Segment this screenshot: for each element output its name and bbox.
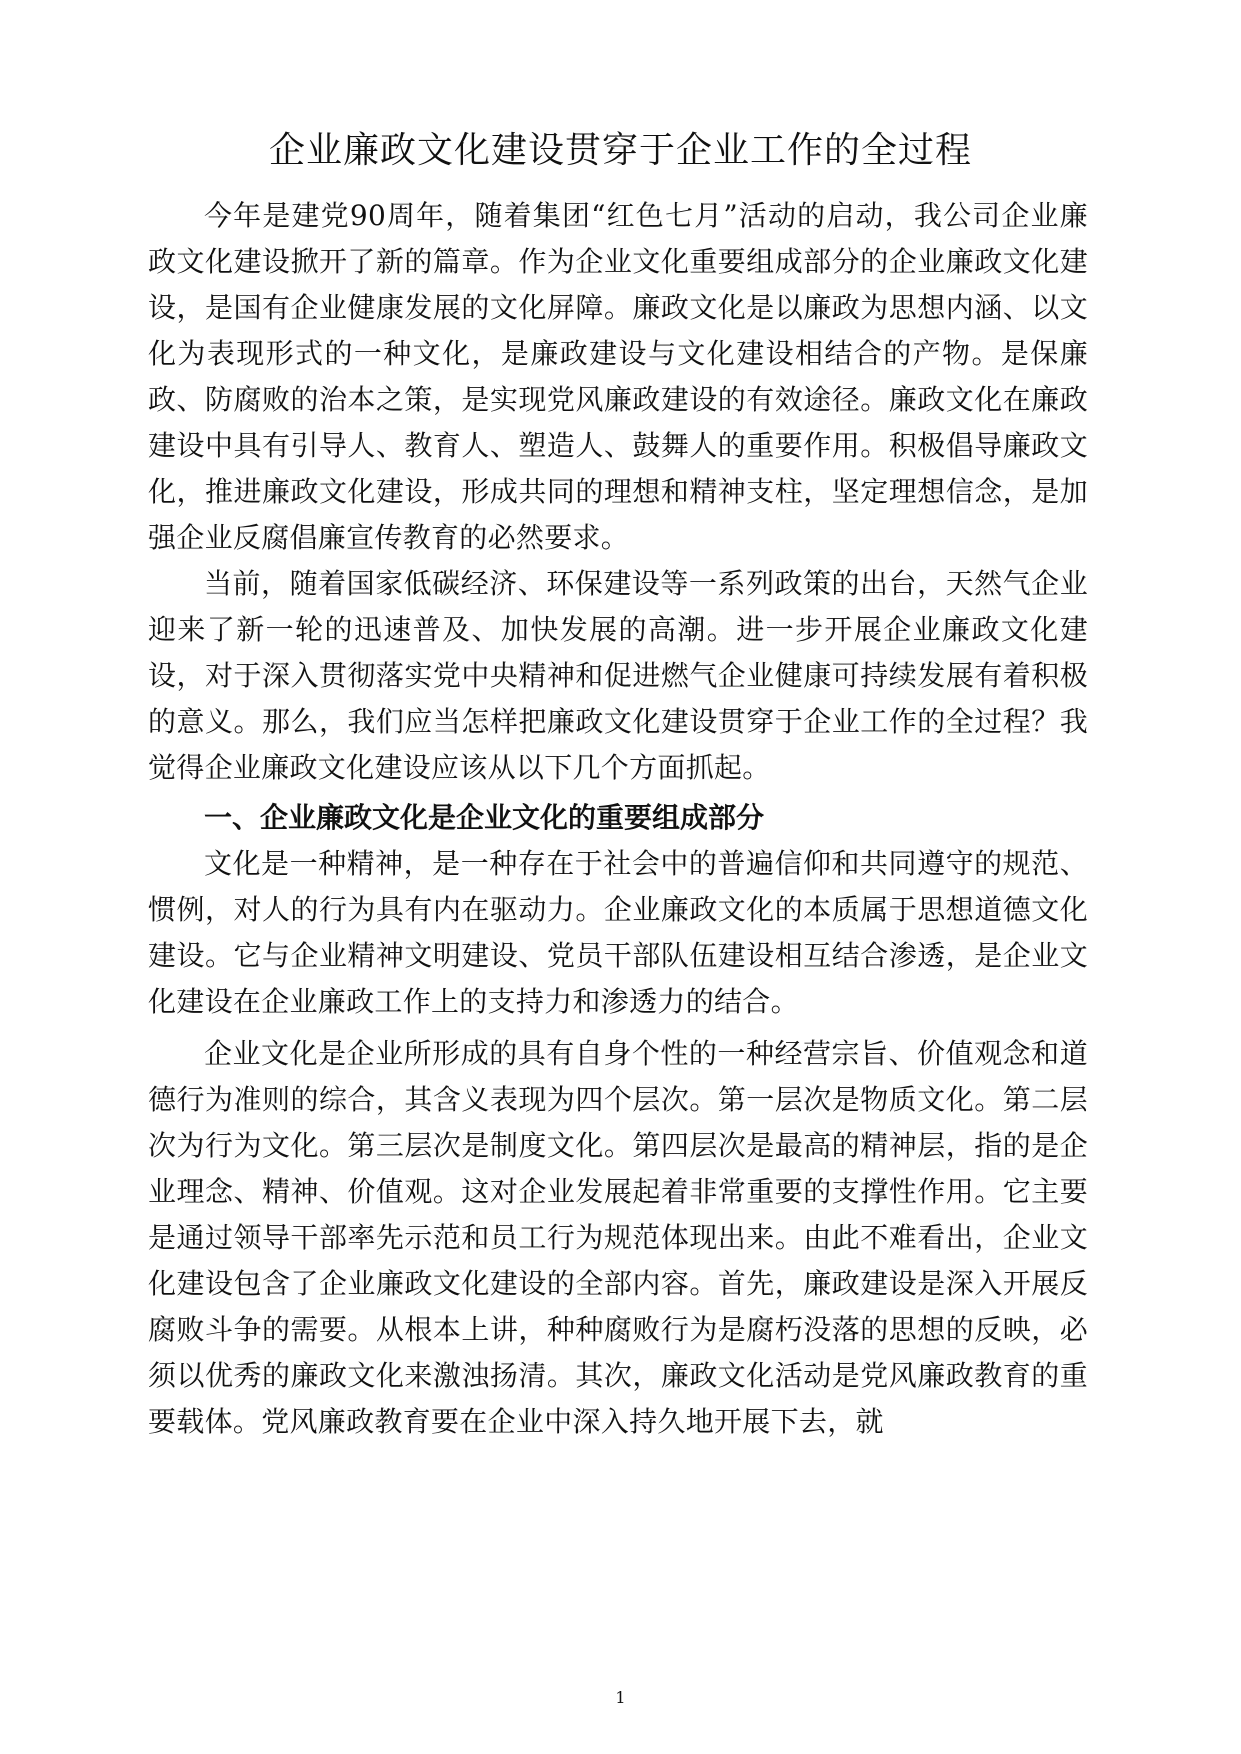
paragraph-enterprise-culture: 企业文化是企业所形成的具有自身个性的一种经营宗旨、价值观念和道德行为准则的综合，其含义表现为四个层次。第一层次是物质文化。第二层次为行为文化。第三层次是制度文化。第四层次是最高的精神层，指的是企业理念、精神、价值观。这对企业发展起着非常重要的支撑性作用。它主要是通过领导干部率先示范和员工行为规范体现出来。由此不难看出，企业文化建设包含了企业廉政文化建设的全部内容。首先，廉政建设是深入开展反腐败斗争的需要。从根本上讲，种种腐败行为是腐朽没落的思想的反映，必须以优秀的廉政文化来激浊扬清。其次，廉政文化活动是党风廉政教育的重要载体。党风廉政教育要在企业中深入持久地开展下去，就	[148, 1037, 1088, 1438]
page-number: 1	[615, 1688, 626, 1707]
paragraph-culture-definition: 文化是一种精神，是一种存在于社会中的普遍信仰和共同遵守的规范、惯例，对人的行为具有内在驱动力。企业廉政文化的本质属于思想道德文化建设。它与企业精神文明建设、党员干部队伍建设相互结合渗透，是企业文化建设在企业廉政工作上的支持力和渗透力的结合。	[148, 847, 1088, 1018]
document-body	[148, 193, 1088, 1445]
section-heading-1: 一、企业廉政文化是企业文化的重要组成部分	[204, 801, 765, 834]
paragraph-intro: 今年是建党90周年，随着集团“红色七月”活动的启动，我公司企业廉政文化建设掀开了新的篇章。作为企业文化重要组成部分的企业廉政文化建设，是国有企业健康发展的文化屏障。廉政文化是以廉政为思想内涵、以文化为表现形式的一种文化，是廉政建设与文化建设相结合的产物。是保廉政、防腐败的治本之策，是实现党风廉政建设的有效途径。廉政文化在廉政建设中具有引导人、教育人、塑造人、鼓舞人的重要作用。积极倡导廉政文化，推进廉政文化建设，形成共同的理想和精神支柱，坚定理想信念，是加强企业反腐倡廉宣传教育的必然要求。	[148, 199, 1088, 554]
document-title: 企业廉政文化建设贯穿于企业工作的全过程	[268, 130, 972, 171]
paragraph-current-situation: 当前，随着国家低碳经济、环保建设等一系列政策的出台，天然气企业迎来了新一轮的迅速普及、加快发展的高潮。进一步开展企业廉政文化建设，对于深入贯彻落实党中央精神和促进燃气企业健康可持续发展有着积极的意义。那么，我们应当怎样把廉政文化建设贯穿于企业工作的全过程？我觉得企业廉政文化建设应该从以下几个方面抓起。	[148, 567, 1088, 784]
